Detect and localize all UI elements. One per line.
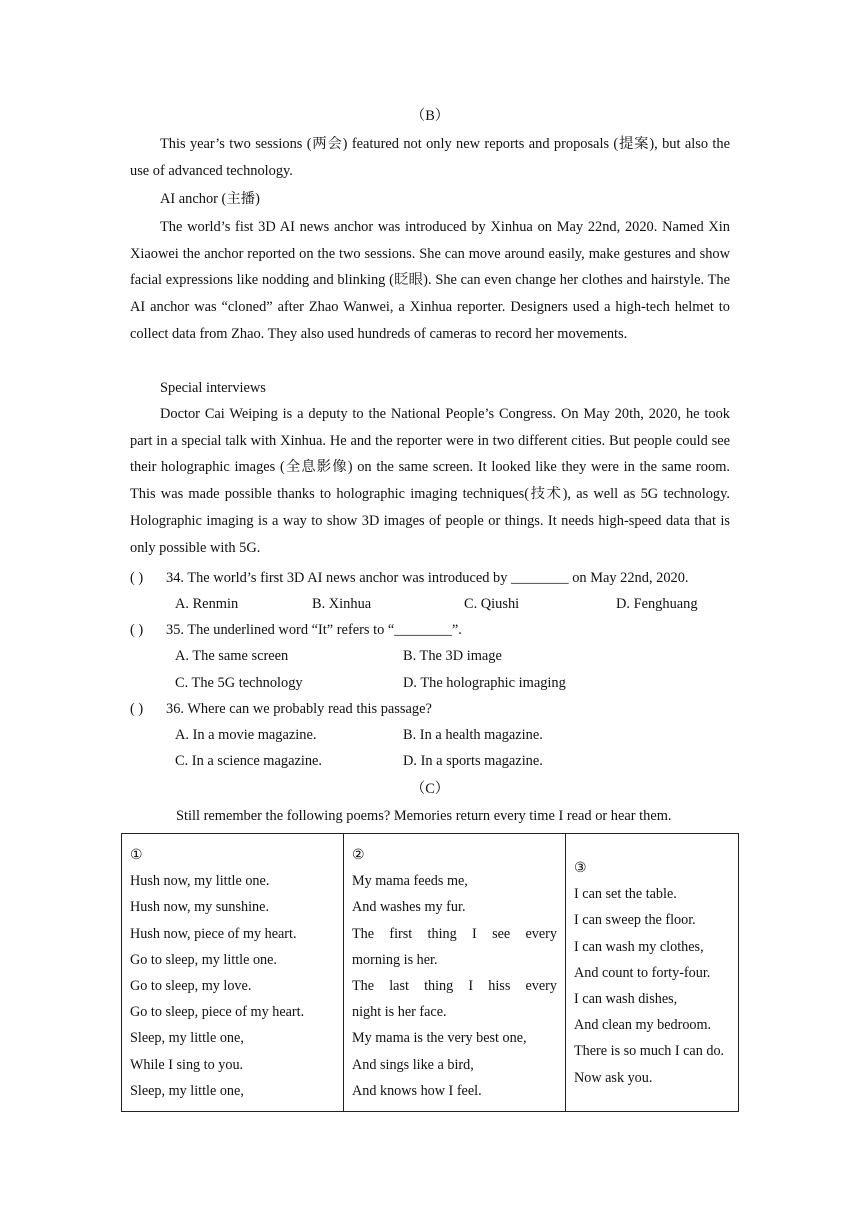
poem-line: And sings like a bird, bbox=[352, 1056, 474, 1073]
poem-line: And clean my bedroom. bbox=[574, 1017, 712, 1034]
option-d: D. Fenghuang bbox=[616, 596, 698, 612]
option-a: A. In a movie magazine. bbox=[175, 727, 317, 743]
option-c: C. In a science magazine. bbox=[175, 753, 323, 769]
poems-table bbox=[121, 833, 739, 1112]
option-b: B. In a health magazine. bbox=[403, 727, 543, 743]
poem-number: ① bbox=[130, 847, 143, 863]
poem-line: The last thing I hiss every bbox=[352, 978, 557, 995]
poem-line: Hush now, my sunshine. bbox=[130, 899, 269, 916]
poem-line: Sleep, my little one, bbox=[130, 1082, 244, 1099]
poem-line: Now ask you. bbox=[574, 1069, 653, 1086]
intro-paragraph: This year’s two sessions (两会) featured not only new reports and proposals (提案), but also the use of advanced technology. bbox=[130, 136, 730, 179]
section-c-intro: Still remember the following poems? Memories return every time I read or hear them. bbox=[176, 808, 672, 824]
poem-line: I can wash dishes, bbox=[574, 991, 678, 1008]
subheading-ai-anchor: AI anchor (主播) bbox=[160, 191, 260, 207]
ai-anchor-paragraph: The world’s fist 3D AI news anchor was introduced by Xinhua on May 22nd, 2020. Named Xin Xiaowei the anchor reported on the two sessions. She can move around easily, make gestures and show facial expressions like nodding and blinking (眨眼). She can even change her clothes and hairstyle. The AI anchor was “cloned” after Zhao Wanwei, a Xinhua reporter. Designers used a high-tech helmet to collect data from Zhao. They also used hundreds of cameras to record her movements. bbox=[130, 219, 730, 342]
poem-line: Go to sleep, my love. bbox=[130, 978, 252, 995]
poem-cell-1 bbox=[122, 834, 344, 1112]
poem-number: ② bbox=[352, 847, 365, 863]
poem-line: night is her face. bbox=[352, 1004, 447, 1021]
option-d: D. The holographic imaging bbox=[403, 675, 566, 691]
subheading-special-interviews: Special interviews bbox=[160, 380, 266, 396]
poem-line: Hush now, my little one. bbox=[130, 873, 270, 890]
answer-bracket[interactable]: ( ) bbox=[130, 570, 144, 586]
poem-line: My mama feeds me, bbox=[352, 873, 468, 890]
poem-line: I can wash my clothes, bbox=[574, 938, 704, 955]
poem-line: Go to sleep, piece of my heart. bbox=[130, 1004, 305, 1021]
poem-line: morning is her. bbox=[352, 951, 438, 968]
poem-line: I can sweep the floor. bbox=[574, 912, 696, 929]
section-b-heading: （B） bbox=[410, 108, 450, 124]
poem-number: ③ bbox=[574, 860, 587, 876]
poem-line: And count to forty-four. bbox=[574, 964, 711, 981]
poem-line: While I sing to you. bbox=[130, 1056, 244, 1073]
poem-line: The first thing I see every bbox=[352, 925, 557, 942]
poem-line: There is so much I can do. bbox=[574, 1043, 725, 1060]
poem-line: I can set the table. bbox=[574, 886, 677, 903]
option-a: A. The same screen bbox=[175, 648, 289, 664]
question-34: 34. The world’s first 3D AI news anchor was introduced by ________ on May 22nd, 2020. bbox=[166, 570, 689, 586]
poem-line: My mama is the very best one, bbox=[352, 1030, 527, 1047]
poem-line: And washes my fur. bbox=[352, 899, 466, 916]
option-c: C. The 5G technology bbox=[175, 675, 303, 691]
question-36: 36. Where can we probably read this passage? bbox=[166, 701, 432, 717]
answer-bracket[interactable]: ( ) bbox=[130, 701, 144, 717]
option-d: D. In a sports magazine. bbox=[403, 753, 543, 769]
question-35: 35. The underlined word “It” refers to “________”. bbox=[166, 622, 462, 638]
poem-line: Go to sleep, my little one. bbox=[130, 951, 277, 968]
option-b: B. The 3D image bbox=[403, 648, 502, 664]
poem-line: Sleep, my little one, bbox=[130, 1030, 244, 1047]
poem-cell-2 bbox=[344, 834, 566, 1112]
poem-line: Hush now, piece of my heart. bbox=[130, 925, 297, 942]
answer-bracket[interactable]: ( ) bbox=[130, 622, 144, 638]
section-c-heading: （C） bbox=[410, 781, 450, 797]
option-c: C. Qiushi bbox=[464, 596, 520, 612]
poem-cell-3 bbox=[566, 834, 739, 1112]
option-b: B. Xinhua bbox=[312, 596, 372, 612]
poem-line: And knows how I feel. bbox=[352, 1082, 482, 1099]
special-interviews-paragraph: Doctor Cai Weiping is a deputy to the National People’s Congress. On May 20th, 2020, he took part in a special talk with Xinhua. He and the reporter were in two different cities. But people could see their holographic images (全息影像) on the same screen. It looked like they were in the same room. This was made possible thanks to holographic imaging techniques(技术), as well as 5G technology. Holographic imaging is a way to show 3D images of people or things. It needs high-speed data that is only possible with 5G. bbox=[130, 406, 730, 556]
option-a: A. Renmin bbox=[175, 596, 239, 612]
